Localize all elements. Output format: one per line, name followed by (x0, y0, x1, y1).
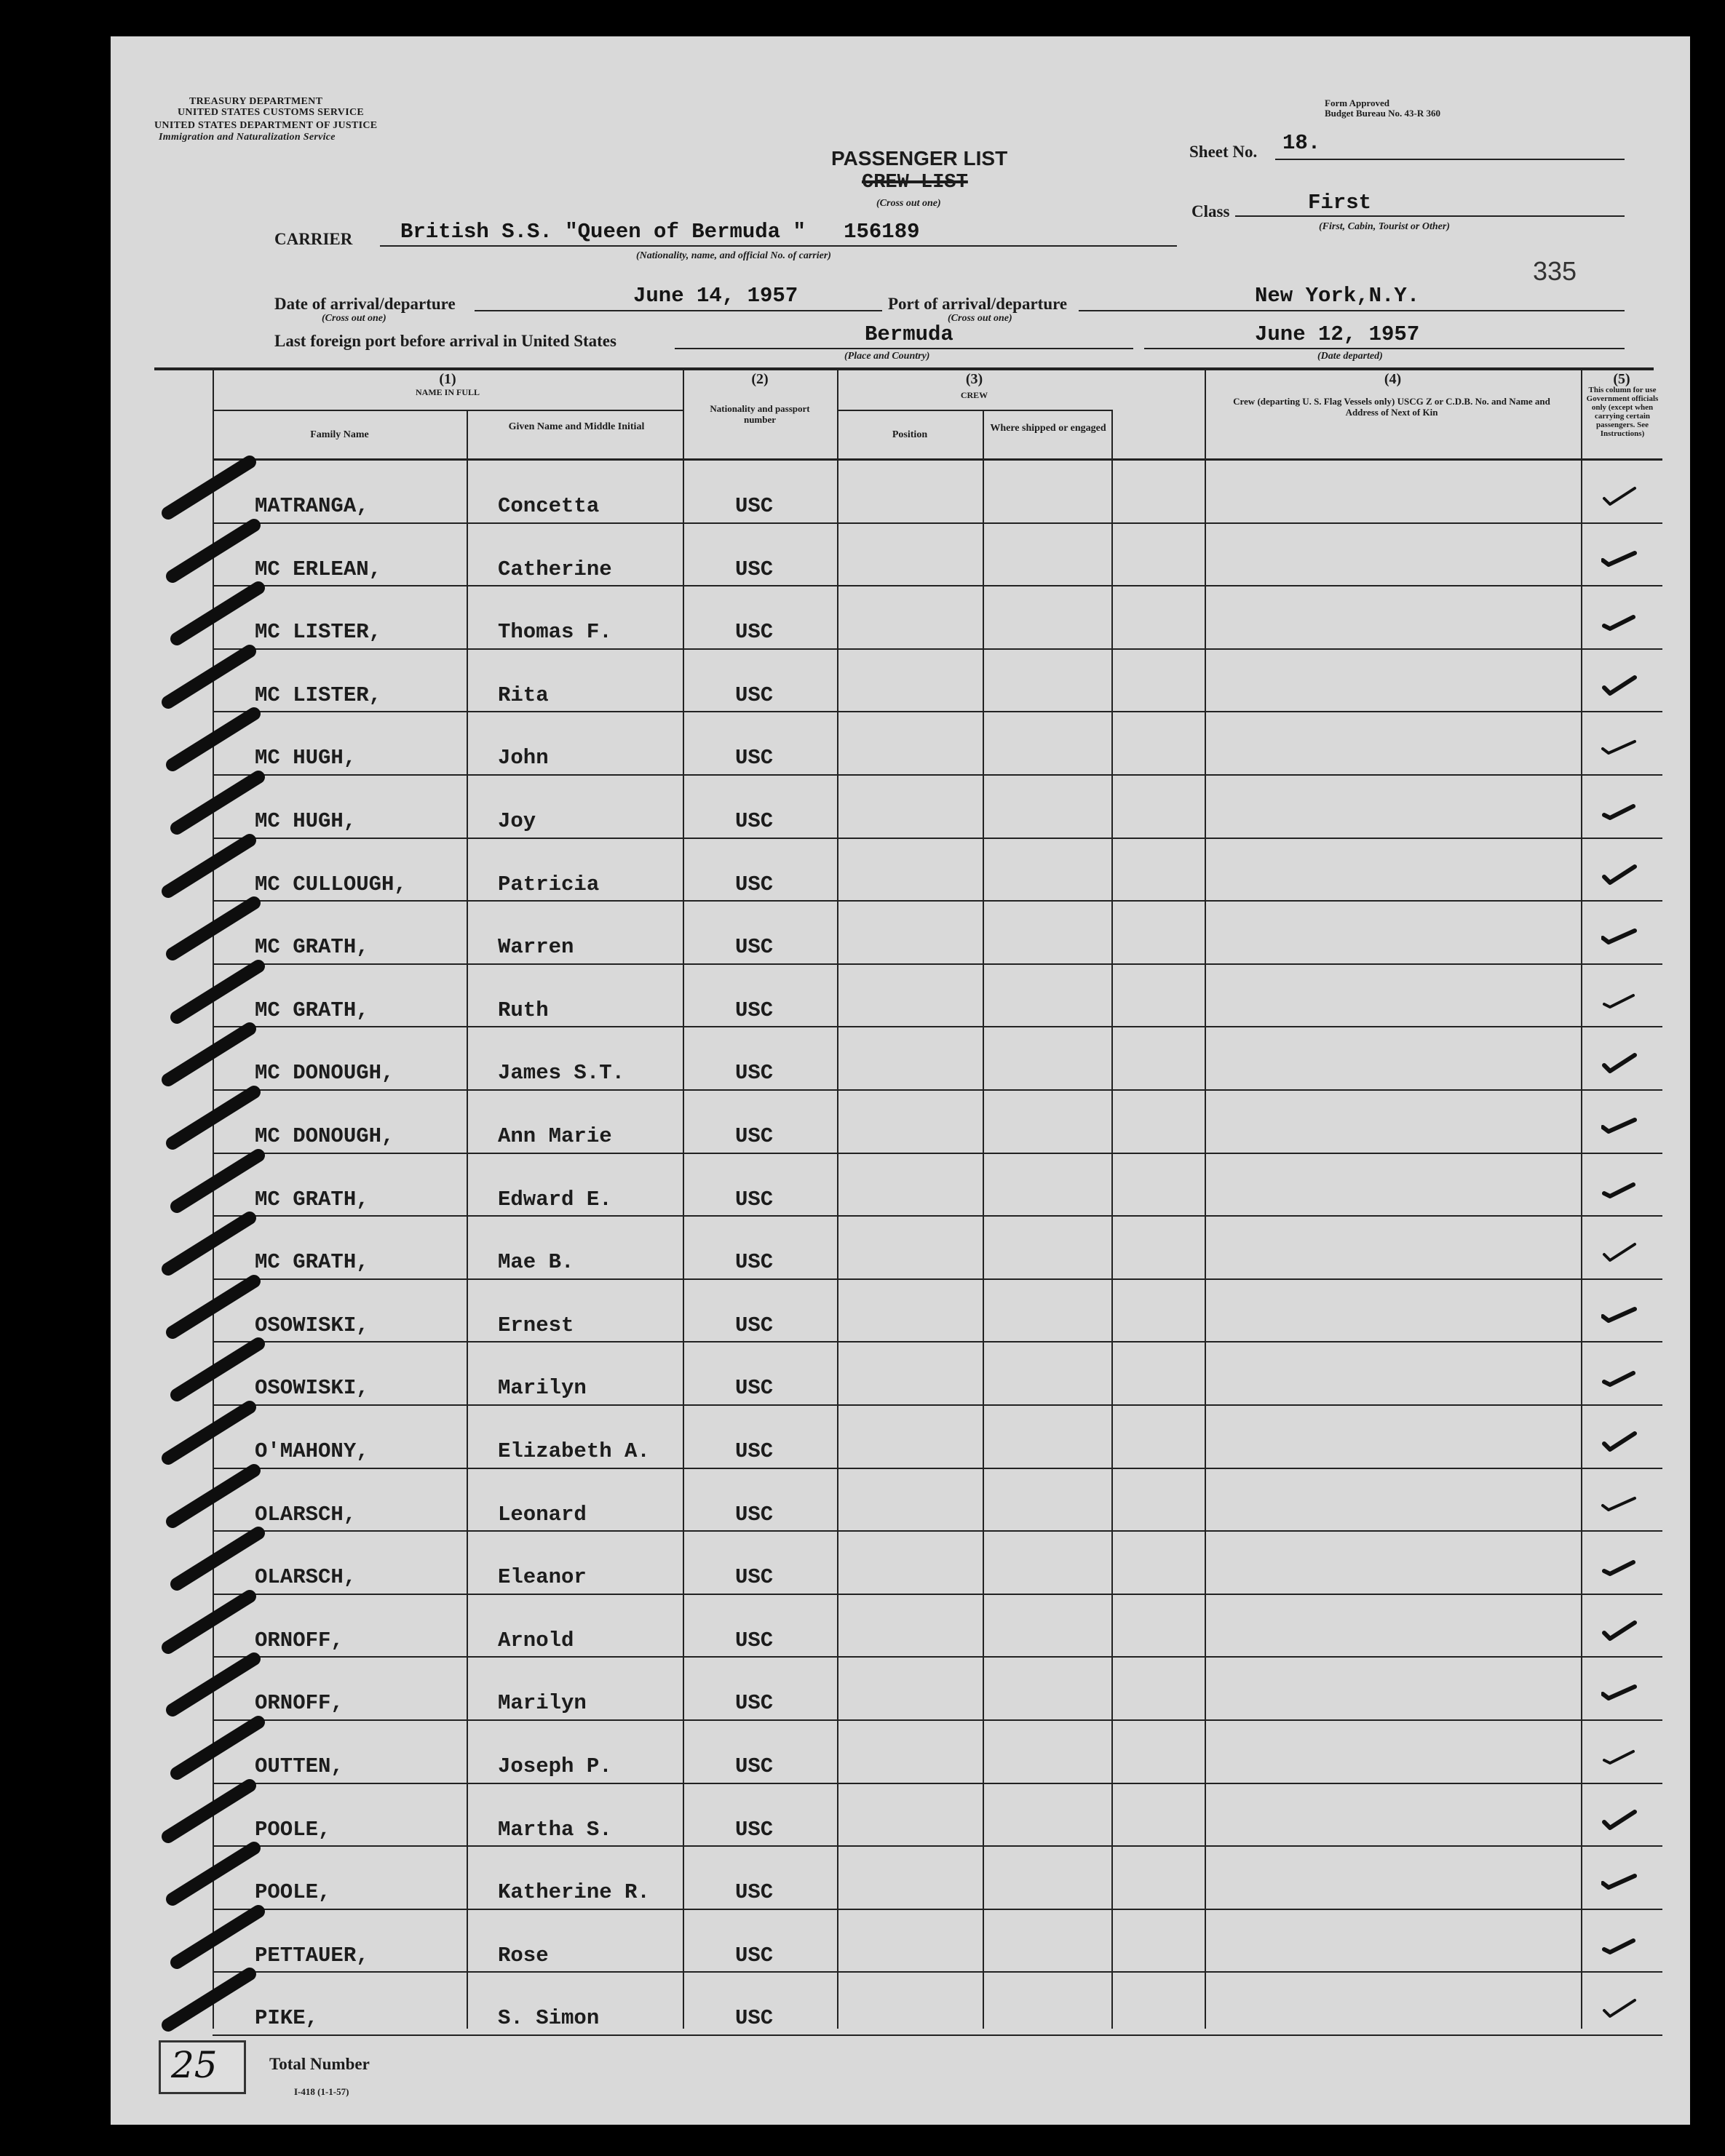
check-mark-icon (1601, 1302, 1645, 1331)
given-name-cell: Joseph P. (498, 1754, 612, 1778)
given-name-cell: Concetta (498, 494, 600, 518)
col1-number: (1) (439, 371, 456, 387)
table-row (213, 1027, 1662, 1091)
given-name-cell: Eleanor (498, 1565, 587, 1590)
table-row (213, 965, 1662, 1028)
check-mark-icon (1601, 923, 1645, 952)
agency-line-1: TREASURY DEPARTMENT (189, 96, 323, 107)
document-sheet (111, 36, 1690, 2125)
nationality-cell: USC (735, 1565, 774, 1590)
check-mark-icon (1601, 1869, 1645, 1898)
crew-list-crossed: CREW LIST (862, 172, 968, 194)
nationality-cell: USC (735, 620, 774, 645)
nationality-cell: USC (735, 998, 774, 1022)
family-name-cell: MC LISTER, (255, 620, 382, 645)
table-row (213, 1469, 1662, 1532)
col3-title: CREW (960, 390, 988, 400)
class-hint: (First, Cabin, Tourist or Other) (1319, 221, 1450, 232)
check-mark-icon (1601, 1994, 1645, 2024)
family-name-cell: MC GRATH, (255, 998, 369, 1022)
family-name-cell: ORNOFF, (255, 1691, 344, 1716)
family-name-cell: MC GRATH, (255, 1187, 369, 1212)
check-mark-icon (1601, 987, 1645, 1016)
sheet-number: 18. (1282, 131, 1321, 155)
given-name-cell: Joy (498, 809, 536, 833)
check-mark-icon (1601, 1806, 1645, 1835)
table-row (213, 776, 1662, 839)
class-label: Class (1191, 202, 1230, 220)
nationality-cell: USC (735, 1124, 774, 1148)
nationality-cell: USC (735, 935, 774, 960)
given-name-cell: Ernest (498, 1313, 574, 1337)
check-mark-icon (1601, 608, 1645, 637)
passenger-table (213, 370, 1662, 2029)
last-port-value: Bermuda (865, 322, 953, 346)
col3-number: (3) (965, 371, 983, 387)
given-name-cell: Ann Marie (498, 1124, 612, 1148)
given-name-cell: Thomas F. (498, 620, 612, 645)
col1-title: NAME IN FULL (415, 387, 480, 397)
family-name-cell: MC HUGH, (255, 746, 357, 771)
col2-title: Nationality and passport number (710, 403, 810, 425)
nationality-cell: USC (735, 1376, 774, 1401)
sheet-label: Sheet No. (1189, 143, 1258, 161)
nationality-cell: USC (735, 809, 774, 833)
check-mark-icon (1601, 797, 1645, 827)
table-row (213, 1847, 1662, 1910)
nationality-cell: USC (735, 1880, 774, 1905)
given-name-cell: John (498, 746, 549, 771)
row-divider (213, 2034, 1662, 2036)
family-name-cell: POOLE, (255, 1880, 331, 1905)
form-approved: Form Approved (1325, 98, 1389, 108)
form-number: I-418 (1-1-57) (294, 2086, 349, 2097)
check-mark-icon (1601, 546, 1645, 575)
check-mark-icon (1601, 1491, 1645, 1520)
budget-bureau: Budget Bureau No. 43-R 360 (1325, 108, 1441, 119)
nationality-cell: USC (735, 1754, 774, 1778)
date-departed-value: June 12, 1957 (1255, 322, 1420, 346)
check-mark-icon (1601, 482, 1645, 512)
table-row (213, 1091, 1662, 1154)
given-name-cell: Katherine R. (498, 1880, 650, 1905)
nationality-cell: USC (735, 1061, 774, 1086)
total-box (159, 2040, 246, 2094)
table-row (213, 839, 1662, 902)
family-name-cell: MC ERLEAN, (255, 557, 382, 581)
check-mark-icon (1601, 861, 1645, 890)
table-row (213, 1280, 1662, 1343)
agency-line-2: UNITED STATES CUSTOMS SERVICE (178, 107, 365, 118)
agency-line-4: Immigration and Naturalization Service (159, 132, 336, 143)
agency-line-3: UNITED STATES DEPARTMENT OF JUSTICE (154, 120, 378, 131)
col-family-name: Family Name (310, 429, 369, 440)
check-mark-icon (1601, 672, 1645, 701)
last-port-hint: (Place and Country) (844, 351, 930, 362)
date-arrival-label: Date of arrival/departure (274, 295, 456, 313)
given-name-cell: Warren (498, 935, 574, 960)
carrier-label: CARRIER (274, 230, 353, 248)
family-name-cell: MC GRATH, (255, 1250, 369, 1275)
nationality-cell: USC (735, 557, 774, 581)
table-row (213, 1532, 1662, 1595)
nationality-cell: USC (735, 494, 774, 518)
table-row (213, 1154, 1662, 1217)
table-row (213, 461, 1662, 524)
check-mark-icon (1601, 1428, 1645, 1457)
family-name-cell: ORNOFF, (255, 1628, 344, 1652)
nationality-cell: USC (735, 2006, 774, 2031)
family-name-cell: MC DONOUGH, (255, 1124, 394, 1148)
given-name-cell: S. Simon (498, 2006, 600, 2031)
family-name-cell: OLARSCH, (255, 1502, 357, 1527)
nationality-cell: USC (735, 1250, 774, 1275)
family-name-cell: OUTTEN, (255, 1754, 344, 1778)
check-mark-icon (1601, 1176, 1645, 1205)
table-row (213, 1658, 1662, 1721)
table-row (213, 1595, 1662, 1658)
nationality-cell: USC (735, 1187, 774, 1212)
col2-number: (2) (751, 371, 769, 387)
table-row (213, 1973, 1662, 2036)
col5-number: (5) (1613, 371, 1630, 387)
check-mark-icon (1601, 1049, 1645, 1078)
total-label: Total Number (269, 2055, 370, 2073)
carrier-value: British S.S. "Queen of Bermuda " 156189 (400, 220, 920, 244)
family-name-cell: OLARSCH, (255, 1565, 357, 1590)
nationality-cell: USC (735, 1628, 774, 1652)
col4-number: (4) (1384, 371, 1402, 387)
class-value: First (1308, 191, 1372, 215)
nationality-cell: USC (735, 872, 774, 896)
given-name-cell: Martha S. (498, 1817, 612, 1842)
check-mark-icon (1601, 1743, 1645, 1772)
given-name-cell: Marilyn (498, 1691, 587, 1716)
given-name-cell: Catherine (498, 557, 612, 581)
family-name-cell: MC DONOUGH, (255, 1061, 394, 1086)
check-mark-icon (1601, 1364, 1645, 1393)
family-name-cell: PIKE, (255, 2006, 319, 2031)
table-row (213, 650, 1662, 713)
check-mark-icon (1601, 1617, 1645, 1646)
stamp-number: 335 (1533, 256, 1577, 286)
check-mark-icon (1601, 1679, 1645, 1709)
col-where-shipped: Where shipped or engaged (990, 423, 1106, 434)
table-row (213, 712, 1662, 776)
last-port-label: Last foreign port before arrival in United States (274, 332, 616, 350)
check-mark-icon (1601, 1554, 1645, 1583)
family-name-cell: MATRANGA, (255, 494, 369, 518)
family-name-cell: MC CULLOUGH, (255, 872, 407, 896)
given-name-cell: Mae B. (498, 1250, 574, 1275)
family-name-cell: PETTAUER, (255, 1943, 369, 1968)
col5-title: This column for use Government officials only (except when carrying certain passengers. See Instructions) (1586, 386, 1659, 438)
given-name-cell: Rose (498, 1943, 549, 1968)
nationality-cell: USC (735, 683, 774, 707)
port-value: New York,N.Y. (1255, 284, 1420, 308)
given-name-cell: Rita (498, 683, 549, 707)
check-mark-icon (1601, 1932, 1645, 1961)
date-departed-hint: (Date departed) (1317, 351, 1383, 362)
table-row (213, 1784, 1662, 1847)
nationality-cell: USC (735, 1817, 774, 1842)
col-given-name: Given Name and Middle Initial (508, 421, 645, 432)
carrier-hint: (Nationality, name, and official No. of carrier) (636, 250, 831, 261)
date-arrival-value: June 14, 1957 (633, 284, 798, 308)
table-row (213, 1217, 1662, 1280)
given-name-cell: Arnold (498, 1628, 574, 1652)
table-row (213, 524, 1662, 587)
family-name-cell: O'MAHONY, (255, 1439, 369, 1463)
given-name-cell: Ruth (498, 998, 549, 1022)
nationality-cell: USC (735, 1943, 774, 1968)
nationality-cell: USC (735, 1691, 774, 1716)
cross-out-hint-2: (Cross out one) (322, 313, 386, 324)
given-name-cell: Marilyn (498, 1376, 587, 1401)
given-name-cell: Edward E. (498, 1187, 612, 1212)
table-row (213, 1406, 1662, 1469)
page-title: PASSENGER LIST (831, 147, 1008, 170)
given-name-cell: Leonard (498, 1502, 587, 1527)
check-mark-icon (1601, 1238, 1645, 1268)
table-row (213, 1721, 1662, 1784)
given-name-cell: James S.T. (498, 1061, 625, 1086)
table-row (213, 1342, 1662, 1406)
nationality-cell: USC (735, 1439, 774, 1463)
family-name-cell: MC LISTER, (255, 683, 382, 707)
cross-out-hint: (Cross out one) (876, 198, 941, 209)
total-value: 25 (171, 2044, 218, 2086)
check-mark-icon (1601, 734, 1645, 763)
family-name-cell: POOLE, (255, 1817, 331, 1842)
table-row (213, 586, 1662, 650)
nationality-cell: USC (735, 1502, 774, 1527)
col-position: Position (892, 429, 928, 440)
family-name-cell: MC GRATH, (255, 935, 369, 960)
family-name-cell: MC HUGH, (255, 809, 357, 833)
nationality-cell: USC (735, 746, 774, 771)
given-name-cell: Elizabeth A. (498, 1439, 650, 1463)
check-mark-icon (1601, 1113, 1645, 1142)
family-name-cell: OSOWISKI, (255, 1376, 369, 1401)
col4-title: Crew (departing U. S. Flag Vessels only) USCG Z or C.D.B. No. and Name and Address of Next of Kin (1233, 396, 1550, 418)
given-name-cell: Patricia (498, 872, 600, 896)
cross-out-hint-3: (Cross out one) (948, 313, 1012, 324)
family-name-cell: OSOWISKI, (255, 1313, 369, 1337)
table-row (213, 1910, 1662, 1973)
port-label: Port of arrival/departure (888, 295, 1068, 313)
nationality-cell: USC (735, 1313, 774, 1337)
table-row (213, 902, 1662, 965)
